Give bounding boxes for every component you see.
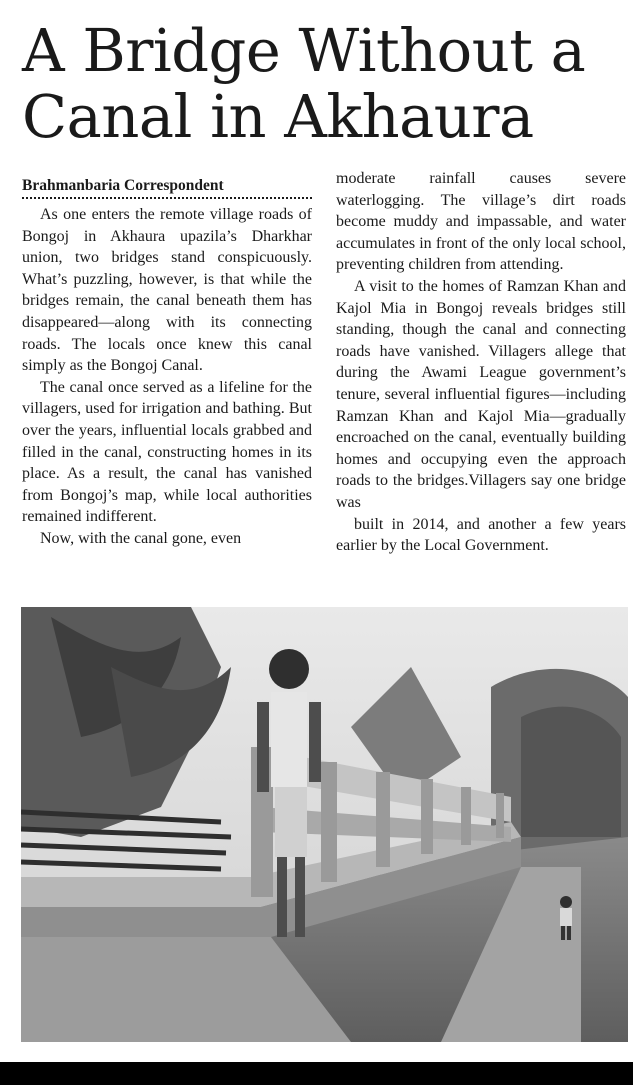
paragraph: built in 2014, and another a few years earlier by the Local Government. bbox=[336, 515, 626, 555]
bridge-photo-illustration bbox=[21, 607, 628, 1042]
article-column-left bbox=[22, 176, 312, 550]
article-photo bbox=[21, 607, 628, 1042]
headline: A Bridge Without a Canal in Akhaura bbox=[22, 16, 586, 151]
bottom-bar bbox=[0, 1062, 633, 1085]
article-column-right bbox=[336, 168, 626, 557]
byline: Brahmanbaria Correspondent bbox=[22, 176, 312, 199]
paragraph: The canal once served as a lifeline for the villagers, used for irrigation and bathing. But over the years, influential locals grabbed and filled in the canal, constructing homes in its place. As a result, the canal has vanished from Bongoj’s map, while local authorities remained indifferent. bbox=[22, 378, 312, 526]
paragraph-continuation: moderate rainfall causes severe waterlogging. The village’s dirt roads become muddy and impassable, and water accumulates in front of the only local school, preventing children from attending. bbox=[336, 170, 626, 274]
paragraph: A visit to the homes of Ramzan Khan and Kajol Mia in Bongoj reveals bridges still standing, though the canal and connecting roads have vanished. Villagers allege that during the Awami League government’s tenure, several influential figures—including Ramzan Khan and Kajol Mia—gradually encroached on the canal, eventually building homes and occupying even the approach roads to the bridges.Villagers say one bridge was bbox=[336, 277, 626, 511]
paragraph: Now, with the canal gone, even bbox=[40, 529, 242, 547]
paragraph: As one enters the remote village roads of Bongoj in Akhaura upazila’s Dharkhar union, two bridges stand conspicuously. What’s puzzling, however, is that while the bridges remain, the canal beneath them has disappeared—along with its connecting roads. The locals once knew this canal simply as the Bongoj Canal. bbox=[22, 206, 312, 375]
